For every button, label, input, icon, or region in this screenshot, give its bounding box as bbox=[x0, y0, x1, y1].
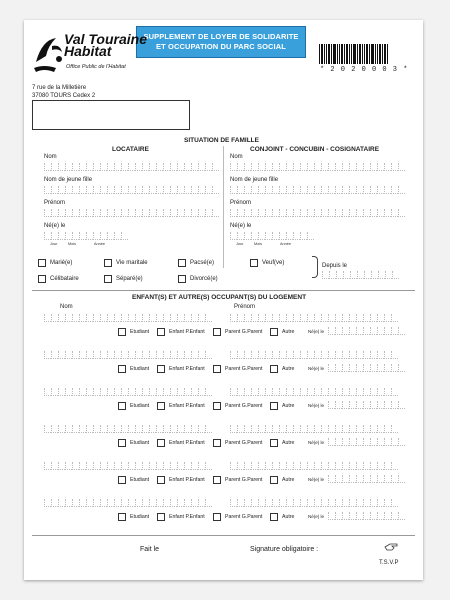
brand-line1: Val Touraine bbox=[64, 31, 147, 47]
occupant-date-field[interactable] bbox=[328, 364, 405, 372]
occupant-nom-field[interactable] bbox=[44, 499, 212, 507]
conjoint-ne-le-label: Né(e) le bbox=[230, 223, 252, 229]
occupant-parent-checkbox[interactable] bbox=[213, 402, 221, 410]
occupant-parent-checkbox[interactable] bbox=[213, 328, 221, 336]
barcode-number: * 2 0 2 0 0 0 3 * bbox=[320, 66, 409, 74]
occupant-enfant-checkbox[interactable] bbox=[157, 328, 165, 336]
occupant-enfant-label: Enfant P.Enfant bbox=[169, 440, 205, 446]
veuf-label: Veuf(ve) bbox=[262, 260, 285, 266]
occupant-prenom-field[interactable] bbox=[230, 314, 398, 322]
address-line2: 37080 TOURS Cedex 2 bbox=[32, 93, 96, 99]
form-title-line2: ET OCCUPATION DU PARC SOCIAL bbox=[156, 42, 286, 51]
occupant-autre-checkbox[interactable] bbox=[270, 402, 278, 410]
address-line1: 7 rue de la Milletière bbox=[32, 85, 87, 91]
occupant-autre-checkbox[interactable] bbox=[270, 476, 278, 484]
occupant-autre-label: Autre bbox=[282, 329, 295, 335]
conjoint-prenom-label: Prénom bbox=[230, 200, 252, 206]
form-title bbox=[136, 26, 306, 58]
occupant-parent-checkbox[interactable] bbox=[213, 439, 221, 447]
locataire-date-field[interactable] bbox=[44, 232, 128, 240]
conjoint-nom-label: Nom bbox=[230, 154, 243, 160]
conjoint-jour-label: Jour bbox=[236, 242, 244, 246]
divorce-checkbox[interactable] bbox=[178, 275, 186, 283]
pointing-hand-icon bbox=[384, 542, 398, 552]
occupant-date-field[interactable] bbox=[328, 475, 405, 483]
occupant-enfant-checkbox[interactable] bbox=[157, 513, 165, 521]
occupant-etudiant-label: Etudiant bbox=[130, 514, 150, 520]
occupant-prenom-field[interactable] bbox=[230, 425, 398, 433]
situation-title: SITUATION DE FAMILLE bbox=[184, 137, 259, 144]
signature-label: Signature obligatoire : bbox=[250, 546, 319, 553]
occupants-title: ENFANT(S) ET AUTRE(S) OCCUPANT(S) DU LOGEMENT bbox=[132, 294, 307, 301]
occupant-enfant-label: Enfant P.Enfant bbox=[169, 403, 205, 409]
marie-checkbox[interactable] bbox=[38, 259, 46, 267]
occupant-enfant-label: Enfant P.Enfant bbox=[169, 366, 205, 372]
occupant-etudiant-checkbox[interactable] bbox=[118, 402, 126, 410]
occupant-ne-le-label: Né(e) le bbox=[308, 329, 325, 334]
veuf-checkbox[interactable] bbox=[250, 259, 258, 267]
occupant-parent-label: Parent G.Parent bbox=[225, 440, 263, 446]
locataire-nom-jf-field[interactable] bbox=[44, 186, 219, 194]
occupant-parent-checkbox[interactable] bbox=[213, 365, 221, 373]
occupant-autre-label: Autre bbox=[282, 514, 295, 520]
conjoint-nom-jf-label: Nom de jeune fille bbox=[230, 177, 279, 183]
locataire-annee-label: Année bbox=[94, 242, 105, 246]
occupant-etudiant-checkbox[interactable] bbox=[118, 513, 126, 521]
occupant-autre-label: Autre bbox=[282, 403, 295, 409]
locataire-heading: LOCATAIRE bbox=[112, 146, 149, 153]
occupant-nom-field[interactable] bbox=[44, 425, 212, 433]
occupant-date-field[interactable] bbox=[328, 438, 405, 446]
occupant-nom-field[interactable] bbox=[44, 314, 212, 322]
form-page bbox=[24, 20, 423, 580]
occupant-etudiant-checkbox[interactable] bbox=[118, 365, 126, 373]
occupant-date-field[interactable] bbox=[328, 512, 405, 520]
occupant-nom-field[interactable] bbox=[44, 462, 212, 470]
occupant-enfant-label: Enfant P.Enfant bbox=[169, 477, 205, 483]
occupant-enfant-checkbox[interactable] bbox=[157, 365, 165, 373]
conjoint-date-field[interactable] bbox=[230, 232, 314, 240]
celibataire-checkbox[interactable] bbox=[38, 275, 46, 283]
occupant-enfant-label: Enfant P.Enfant bbox=[169, 329, 205, 335]
occupant-parent-label: Parent G.Parent bbox=[225, 477, 263, 483]
occupant-autre-label: Autre bbox=[282, 440, 295, 446]
occupant-nom-field[interactable] bbox=[44, 351, 212, 359]
occupant-parent-label: Parent G.Parent bbox=[225, 514, 263, 520]
separe-label: Séparé(e) bbox=[116, 276, 143, 282]
separe-checkbox[interactable] bbox=[104, 275, 112, 283]
locataire-nom-field[interactable] bbox=[44, 163, 219, 171]
occupant-ne-le-label: Né(e) le bbox=[308, 514, 325, 519]
depuis-brace bbox=[312, 256, 318, 278]
occupant-prenom-field[interactable] bbox=[230, 388, 398, 396]
divorce-label: Divorcé(e) bbox=[190, 276, 218, 282]
occupant-etudiant-label: Etudiant bbox=[130, 403, 150, 409]
depuis-le-field[interactable] bbox=[322, 271, 399, 279]
locataire-prenom-field[interactable] bbox=[44, 209, 219, 217]
occupant-nom-field[interactable] bbox=[44, 388, 212, 396]
occupant-parent-label: Parent G.Parent bbox=[225, 366, 263, 372]
brand-subtitle: Office Public de l'Habitat bbox=[66, 64, 126, 70]
brand-name bbox=[64, 33, 147, 57]
conjoint-prenom-field[interactable] bbox=[230, 209, 405, 217]
occupant-enfant-checkbox[interactable] bbox=[157, 439, 165, 447]
occupant-parent-checkbox[interactable] bbox=[213, 513, 221, 521]
depuis-le-label: Depuis le bbox=[322, 263, 348, 269]
occupant-prenom-field[interactable] bbox=[230, 499, 398, 507]
barcode-icon bbox=[319, 44, 389, 64]
occupant-date-field[interactable] bbox=[328, 401, 405, 409]
occupant-date-field[interactable] bbox=[328, 327, 405, 335]
occupant-autre-checkbox[interactable] bbox=[270, 328, 278, 336]
occupant-etudiant-label: Etudiant bbox=[130, 477, 150, 483]
locataire-ne-le-label: Né(e) le bbox=[44, 223, 66, 229]
occupant-etudiant-checkbox[interactable] bbox=[118, 328, 126, 336]
tsvp-label: T.S.V.P bbox=[379, 560, 399, 566]
fait-le-label: Fait le bbox=[140, 546, 160, 553]
occupant-prenom-field[interactable] bbox=[230, 462, 398, 470]
occupant-ne-le-label: Né(e) le bbox=[308, 403, 325, 408]
occupant-autre-checkbox[interactable] bbox=[270, 439, 278, 447]
pacse-checkbox[interactable] bbox=[178, 259, 186, 267]
occupant-prenom-field[interactable] bbox=[230, 351, 398, 359]
occupant-autre-label: Autre bbox=[282, 366, 295, 372]
occupant-ne-le-label: Né(e) le bbox=[308, 477, 325, 482]
conjoint-annee-label: Année bbox=[280, 242, 291, 246]
occupant-parent-checkbox[interactable] bbox=[213, 476, 221, 484]
occupants-prenom-header: Prénom bbox=[234, 304, 256, 310]
sender-address bbox=[32, 84, 95, 100]
section-divider bbox=[32, 290, 415, 291]
celibataire-label: Célibataire bbox=[50, 276, 79, 282]
occupant-enfant-label: Enfant P.Enfant bbox=[169, 514, 205, 520]
locataire-mois-label: Mois bbox=[68, 242, 77, 246]
occupant-ne-le-label: Né(e) le bbox=[308, 440, 325, 445]
vie-maritale-label: Vie maritale bbox=[116, 260, 148, 266]
occupant-parent-label: Parent G.Parent bbox=[225, 329, 263, 335]
occupant-parent-label: Parent G.Parent bbox=[225, 403, 263, 409]
occupant-enfant-checkbox[interactable] bbox=[157, 476, 165, 484]
recipient-address-box[interactable] bbox=[32, 100, 190, 130]
marie-label: Marié(e) bbox=[50, 260, 73, 266]
brand-line2: Habitat bbox=[64, 43, 112, 59]
locataire-nom-label: Nom bbox=[44, 154, 57, 160]
conjoint-nom-jf-field[interactable] bbox=[230, 186, 405, 194]
occupant-autre-label: Autre bbox=[282, 477, 295, 483]
locataire-jour-label: Jour bbox=[50, 242, 58, 246]
occupant-etudiant-label: Etudiant bbox=[130, 440, 150, 446]
occupant-autre-checkbox[interactable] bbox=[270, 513, 278, 521]
occupant-enfant-checkbox[interactable] bbox=[157, 402, 165, 410]
form-title-line1: SUPPLEMENT DE LOYER DE SOLIDARITE bbox=[143, 31, 299, 41]
vie-maritale-checkbox[interactable] bbox=[104, 259, 112, 267]
occupant-etudiant-label: Etudiant bbox=[130, 329, 150, 335]
locataire-prenom-label: Prénom bbox=[44, 200, 66, 206]
occupants-nom-header: Nom bbox=[60, 304, 73, 310]
column-divider bbox=[223, 146, 224, 268]
occupant-autre-checkbox[interactable] bbox=[270, 365, 278, 373]
conjoint-heading: CONJOINT - CONCUBIN - COSIGNATAIRE bbox=[250, 146, 380, 153]
occupant-etudiant-checkbox[interactable] bbox=[118, 439, 126, 447]
conjoint-mois-label: Mois bbox=[254, 242, 263, 246]
occupant-etudiant-checkbox[interactable] bbox=[118, 476, 126, 484]
pacse-label: Pacsé(e) bbox=[190, 260, 215, 266]
footer-divider bbox=[32, 535, 415, 536]
locataire-nom-jf-label: Nom de jeune fille bbox=[44, 177, 93, 183]
occupant-ne-le-label: Né(e) le bbox=[308, 366, 325, 371]
conjoint-nom-field[interactable] bbox=[230, 163, 405, 171]
occupant-etudiant-label: Etudiant bbox=[130, 366, 150, 372]
